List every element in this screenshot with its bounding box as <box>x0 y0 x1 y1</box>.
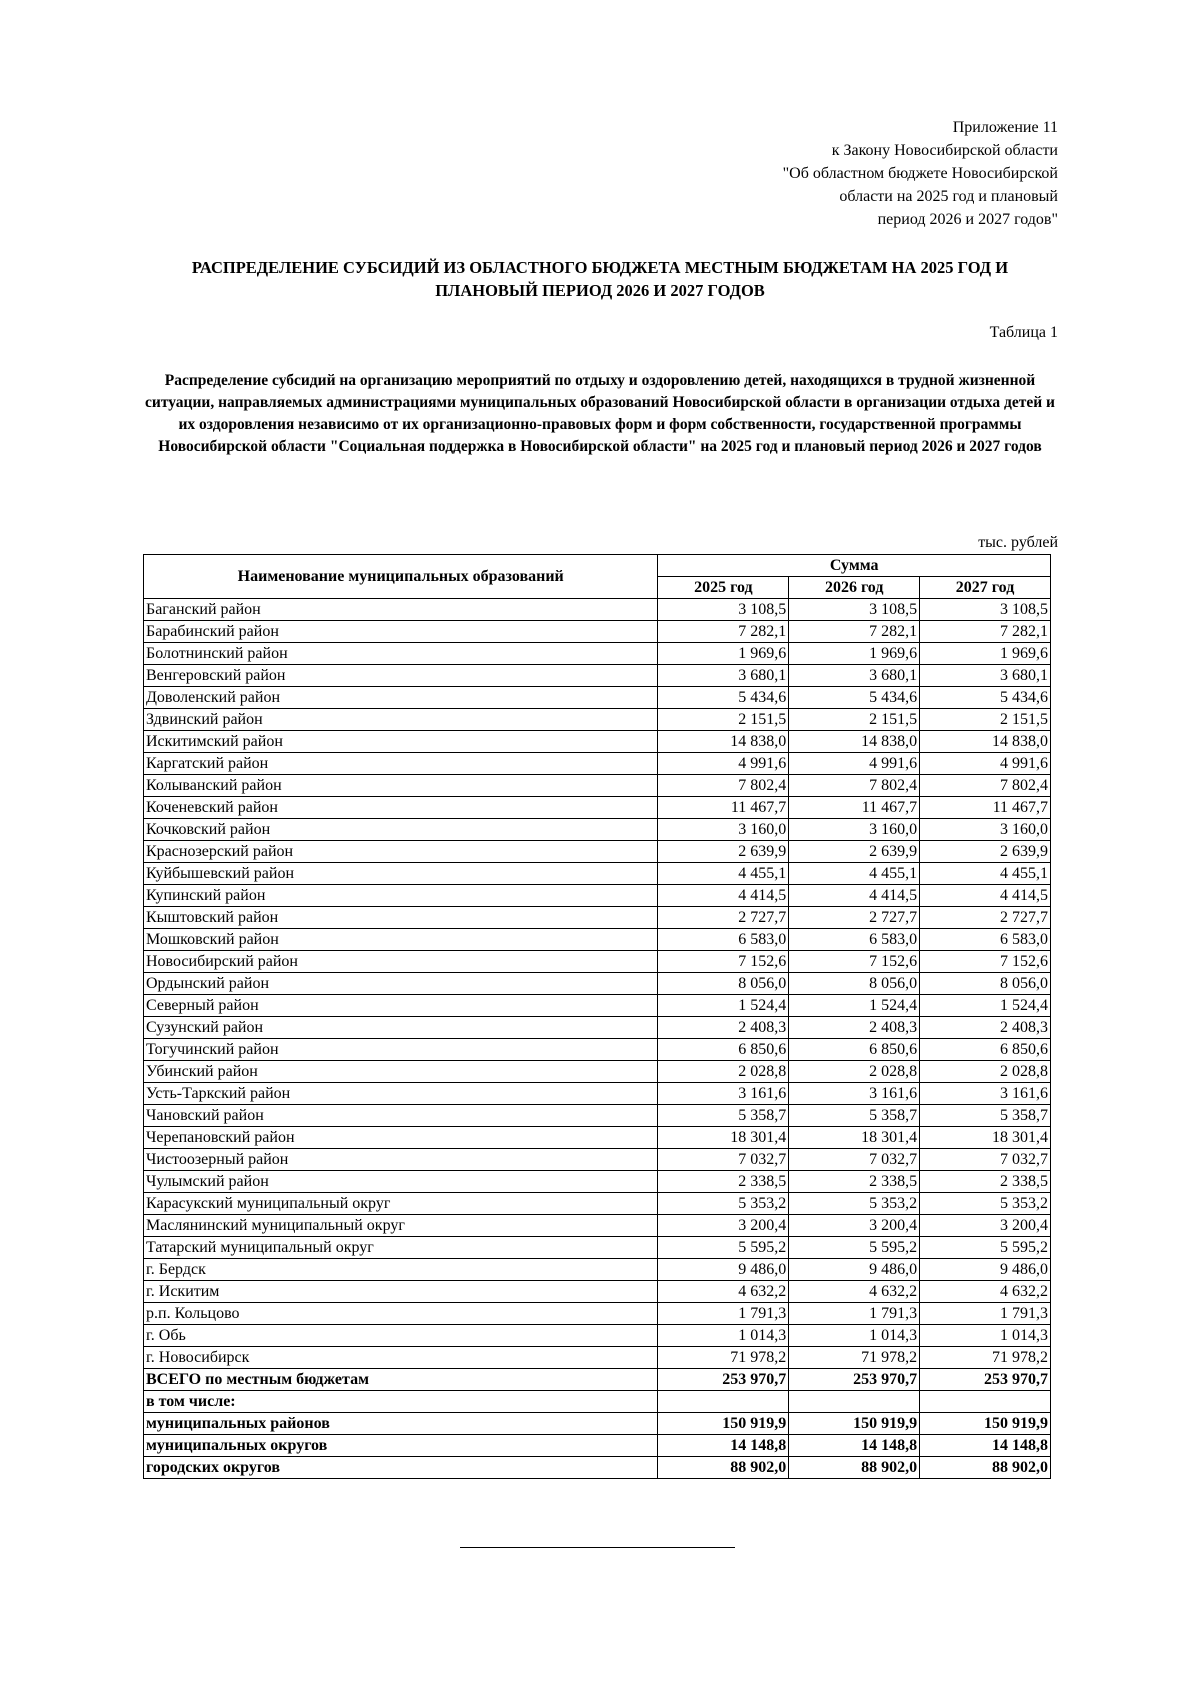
amount-2027: 150 919,9 <box>920 1413 1051 1435</box>
municipality-name: муниципальных округов <box>144 1435 658 1457</box>
amount-2026: 3 680,1 <box>789 665 920 687</box>
footer-divider <box>460 1547 735 1548</box>
table-row <box>144 775 1051 797</box>
appendix-line: "Об областном бюджете Новосибирской <box>782 165 1058 182</box>
amount-2027: 7 152,6 <box>920 951 1051 973</box>
amount-2026: 3 161,6 <box>789 1083 920 1105</box>
amount-2026: 8 056,0 <box>789 973 920 995</box>
table-row <box>144 1347 1051 1369</box>
amount-2027: 14 148,8 <box>920 1435 1051 1457</box>
table-row <box>144 863 1051 885</box>
amount-2025: 7 802,4 <box>658 775 789 797</box>
amount-2027: 8 056,0 <box>920 973 1051 995</box>
amount-2027: 7 282,1 <box>920 621 1051 643</box>
table-row <box>144 1215 1051 1237</box>
summary-row <box>144 1413 1051 1435</box>
table-row <box>144 995 1051 1017</box>
amount-2027: 3 161,6 <box>920 1083 1051 1105</box>
amount-2025: 4 455,1 <box>658 863 789 885</box>
amount-2027: 2 408,3 <box>920 1017 1051 1039</box>
amount-2026: 6 583,0 <box>789 929 920 951</box>
amount-2027 <box>920 1391 1051 1413</box>
municipality-name: Карасукский муниципальный округ <box>144 1193 658 1215</box>
amount-2026: 14 148,8 <box>789 1435 920 1457</box>
amount-2027: 253 970,7 <box>920 1369 1051 1391</box>
amount-2025: 11 467,7 <box>658 797 789 819</box>
amount-2025: 2 151,5 <box>658 709 789 731</box>
table-row <box>144 1171 1051 1193</box>
amount-2026: 2 727,7 <box>789 907 920 929</box>
amount-2025: 6 583,0 <box>658 929 789 951</box>
amount-2026: 7 802,4 <box>789 775 920 797</box>
amount-2025: 3 161,6 <box>658 1083 789 1105</box>
municipality-name: муниципальных районов <box>144 1413 658 1435</box>
amount-2026: 253 970,7 <box>789 1369 920 1391</box>
amount-2026: 7 152,6 <box>789 951 920 973</box>
amount-2026 <box>789 1391 920 1413</box>
document-title-line: РАСПРЕДЕЛЕНИЕ СУБСИДИЙ ИЗ ОБЛАСТНОГО БЮДЖЕТА МЕСТНЫМ БЮДЖЕТАМ НА 2025 ГОД И <box>191 258 1009 277</box>
summary-row <box>144 1391 1051 1413</box>
appendix-line: Приложение 11 <box>952 119 1058 136</box>
appendix-line: к Закону Новосибирской области <box>831 142 1058 159</box>
municipality-name: Ордынский район <box>144 973 658 995</box>
municipality-name: Барабинский район <box>144 621 658 643</box>
table-row <box>144 1281 1051 1303</box>
amount-2027: 18 301,4 <box>920 1127 1051 1149</box>
municipality-name: Усть-Таркский район <box>144 1083 658 1105</box>
municipality-name: г. Бердск <box>144 1259 658 1281</box>
amount-2026: 88 902,0 <box>789 1457 920 1479</box>
amount-2027: 9 486,0 <box>920 1259 1051 1281</box>
amount-2025: 8 056,0 <box>658 973 789 995</box>
amount-2027: 71 978,2 <box>920 1347 1051 1369</box>
document-title-line: ПЛАНОВЫЙ ПЕРИОД 2026 И 2027 ГОДОВ <box>435 281 765 300</box>
municipality-name: Тогучинский район <box>144 1039 658 1061</box>
amount-2025: 1 791,3 <box>658 1303 789 1325</box>
amount-2026: 7 282,1 <box>789 621 920 643</box>
amount-2025: 2 028,8 <box>658 1061 789 1083</box>
summary-row <box>144 1457 1051 1479</box>
table-row <box>144 1105 1051 1127</box>
amount-2027: 1 014,3 <box>920 1325 1051 1347</box>
municipality-name: Доволенский район <box>144 687 658 709</box>
amount-2025: 14 148,8 <box>658 1435 789 1457</box>
municipality-name: Коченевский район <box>144 797 658 819</box>
amount-2026: 1 524,4 <box>789 995 920 1017</box>
table-row <box>144 687 1051 709</box>
municipality-name: Кочковский район <box>144 819 658 841</box>
amount-2025: 4 414,5 <box>658 885 789 907</box>
table-row <box>144 929 1051 951</box>
amount-2026: 5 595,2 <box>789 1237 920 1259</box>
table-row <box>144 1259 1051 1281</box>
amount-2027: 2 151,5 <box>920 709 1051 731</box>
table-row <box>144 841 1051 863</box>
municipality-name: Баганский район <box>144 599 658 621</box>
table-row <box>144 1017 1051 1039</box>
table-row <box>144 1039 1051 1061</box>
amount-2025: 1 524,4 <box>658 995 789 1017</box>
amount-2025: 18 301,4 <box>658 1127 789 1149</box>
amount-2026: 150 919,9 <box>789 1413 920 1435</box>
amount-2026: 5 434,6 <box>789 687 920 709</box>
amount-2025: 2 338,5 <box>658 1171 789 1193</box>
amount-2025: 3 680,1 <box>658 665 789 687</box>
amount-2027: 5 434,6 <box>920 687 1051 709</box>
amount-2025: 2 727,7 <box>658 907 789 929</box>
municipality-name: Чистоозерный район <box>144 1149 658 1171</box>
amount-2027: 3 108,5 <box>920 599 1051 621</box>
amount-2026: 4 991,6 <box>789 753 920 775</box>
appendix-line: период 2026 и 2027 годов" <box>877 211 1058 228</box>
municipality-name: Болотнинский район <box>144 643 658 665</box>
amount-2025 <box>658 1391 789 1413</box>
amount-2026: 2 338,5 <box>789 1171 920 1193</box>
table-row <box>144 819 1051 841</box>
amount-2026: 3 200,4 <box>789 1215 920 1237</box>
subsidy-table <box>143 554 1051 1479</box>
municipality-name: Искитимский район <box>144 731 658 753</box>
document-title <box>140 256 1060 302</box>
amount-2025: 1 969,6 <box>658 643 789 665</box>
amount-2027: 5 358,7 <box>920 1105 1051 1127</box>
amount-2026: 3 108,5 <box>789 599 920 621</box>
year-header-2027: 2027 год <box>920 577 1051 599</box>
units-label: тыс. рублей <box>978 534 1058 551</box>
amount-2025: 5 353,2 <box>658 1193 789 1215</box>
amount-2025: 7 282,1 <box>658 621 789 643</box>
amount-2026: 2 028,8 <box>789 1061 920 1083</box>
amount-2027: 2 639,9 <box>920 841 1051 863</box>
municipality-name: ВСЕГО по местным бюджетам <box>144 1369 658 1391</box>
amount-2027: 6 583,0 <box>920 929 1051 951</box>
municipality-name: Сузунский район <box>144 1017 658 1039</box>
table-body <box>144 599 1051 1479</box>
municipality-name: Маслянинский муниципальный округ <box>144 1215 658 1237</box>
amount-2025: 2 408,3 <box>658 1017 789 1039</box>
amount-2025: 7 152,6 <box>658 951 789 973</box>
amount-2026: 4 632,2 <box>789 1281 920 1303</box>
amount-2025: 9 486,0 <box>658 1259 789 1281</box>
table-row <box>144 1325 1051 1347</box>
municipality-name: Убинский район <box>144 1061 658 1083</box>
amount-2025: 5 358,7 <box>658 1105 789 1127</box>
amount-2026: 9 486,0 <box>789 1259 920 1281</box>
amount-2026: 7 032,7 <box>789 1149 920 1171</box>
table-row <box>144 1193 1051 1215</box>
amount-2027: 3 160,0 <box>920 819 1051 841</box>
table-row <box>144 665 1051 687</box>
amount-2026: 1 791,3 <box>789 1303 920 1325</box>
table-row <box>144 1237 1051 1259</box>
amount-2025: 3 108,5 <box>658 599 789 621</box>
municipality-name: Купинский район <box>144 885 658 907</box>
amount-2027: 4 414,5 <box>920 885 1051 907</box>
amount-2027: 3 200,4 <box>920 1215 1051 1237</box>
amount-2025: 7 032,7 <box>658 1149 789 1171</box>
municipality-name: Чановский район <box>144 1105 658 1127</box>
municipality-name: Куйбышевский район <box>144 863 658 885</box>
table-subtitle: Распределение субсидий на организацию мероприятий по отдыху и оздоровлению детей, находящихся в трудной жизненной ситуации, направляемых администрациями муниципальных образований Новосибирской области в организации отдыха детей и их оздоровления независимо от их организационно-правовых форм и форм собственности, государственной программы Новосибирской области "Социальная поддержка в Новосибирской области" на 2025 год и плановый период 2026 и 2027 годов <box>145 372 1055 455</box>
amount-2026: 3 160,0 <box>789 819 920 841</box>
amount-2025: 253 970,7 <box>658 1369 789 1391</box>
municipality-name: р.п. Кольцово <box>144 1303 658 1325</box>
amount-2025: 3 200,4 <box>658 1215 789 1237</box>
amount-2027: 11 467,7 <box>920 797 1051 819</box>
year-header-2025: 2025 год <box>658 577 789 599</box>
table-row <box>144 1061 1051 1083</box>
amount-2025: 14 838,0 <box>658 731 789 753</box>
amount-2026: 2 408,3 <box>789 1017 920 1039</box>
amount-2027: 1 969,6 <box>920 643 1051 665</box>
table-row <box>144 907 1051 929</box>
table-row <box>144 885 1051 907</box>
municipality-name: Колыванский район <box>144 775 658 797</box>
summary-row <box>144 1435 1051 1457</box>
table-row <box>144 753 1051 775</box>
amount-2026: 11 467,7 <box>789 797 920 819</box>
municipality-name: г. Новосибирск <box>144 1347 658 1369</box>
table-row <box>144 731 1051 753</box>
amount-2025: 3 160,0 <box>658 819 789 841</box>
table-header <box>144 555 1051 599</box>
table-row <box>144 599 1051 621</box>
amount-2027: 7 032,7 <box>920 1149 1051 1171</box>
amount-2027: 14 838,0 <box>920 731 1051 753</box>
municipality-name: Новосибирский район <box>144 951 658 973</box>
table-row <box>144 1149 1051 1171</box>
municipality-name: Венгеровский район <box>144 665 658 687</box>
amount-2027: 1 524,4 <box>920 995 1051 1017</box>
amount-2025: 1 014,3 <box>658 1325 789 1347</box>
table-row <box>144 951 1051 973</box>
amount-2026: 18 301,4 <box>789 1127 920 1149</box>
amount-2027: 2 338,5 <box>920 1171 1051 1193</box>
table-number: Таблица 1 <box>989 324 1058 341</box>
amount-2026: 4 455,1 <box>789 863 920 885</box>
table-row <box>144 797 1051 819</box>
table-row <box>144 1303 1051 1325</box>
municipality-name: Кыштовский район <box>144 907 658 929</box>
amount-2025: 2 639,9 <box>658 841 789 863</box>
municipality-name: Черепановский район <box>144 1127 658 1149</box>
appendix-line: области на 2025 год и плановый <box>839 188 1058 205</box>
table-row <box>144 621 1051 643</box>
amount-2026: 1 014,3 <box>789 1325 920 1347</box>
municipality-name: городских округов <box>144 1457 658 1479</box>
municipality-name: Татарский муниципальный округ <box>144 1237 658 1259</box>
municipality-name: в том числе: <box>144 1391 658 1413</box>
amount-2026: 2 639,9 <box>789 841 920 863</box>
table-row <box>144 643 1051 665</box>
header-row <box>144 555 1051 577</box>
amount-2027: 1 791,3 <box>920 1303 1051 1325</box>
amount-2027: 2 028,8 <box>920 1061 1051 1083</box>
amount-2027: 3 680,1 <box>920 665 1051 687</box>
amount-2025: 4 991,6 <box>658 753 789 775</box>
year-header-2026: 2026 год <box>789 577 920 599</box>
municipality-name: Мошковский район <box>144 929 658 951</box>
amount-2025: 5 434,6 <box>658 687 789 709</box>
municipality-name: Северный район <box>144 995 658 1017</box>
amount-2025: 6 850,6 <box>658 1039 789 1061</box>
municipality-name: Чулымский район <box>144 1171 658 1193</box>
amount-2025: 150 919,9 <box>658 1413 789 1435</box>
amount-2027: 2 727,7 <box>920 907 1051 929</box>
appendix-note <box>658 116 1058 231</box>
amount-2025: 4 632,2 <box>658 1281 789 1303</box>
amount-2027: 4 455,1 <box>920 863 1051 885</box>
amount-2026: 71 978,2 <box>789 1347 920 1369</box>
amount-2027: 6 850,6 <box>920 1039 1051 1061</box>
amount-2027: 7 802,4 <box>920 775 1051 797</box>
amount-2025: 88 902,0 <box>658 1457 789 1479</box>
table-row <box>144 709 1051 731</box>
amount-2026: 14 838,0 <box>789 731 920 753</box>
amount-2026: 2 151,5 <box>789 709 920 731</box>
municipality-name: г. Обь <box>144 1325 658 1347</box>
amount-2027: 4 991,6 <box>920 753 1051 775</box>
amount-2026: 6 850,6 <box>789 1039 920 1061</box>
amount-2026: 5 353,2 <box>789 1193 920 1215</box>
municipality-name: г. Искитим <box>144 1281 658 1303</box>
amount-2025: 5 595,2 <box>658 1237 789 1259</box>
name-column-header: Наименование муниципальных образований <box>144 555 658 599</box>
table-row <box>144 1127 1051 1149</box>
amount-2027: 88 902,0 <box>920 1457 1051 1479</box>
amount-2027: 4 632,2 <box>920 1281 1051 1303</box>
amount-2026: 5 358,7 <box>789 1105 920 1127</box>
municipality-name: Здвинский район <box>144 709 658 731</box>
amount-2026: 4 414,5 <box>789 885 920 907</box>
municipality-name: Каргатский район <box>144 753 658 775</box>
municipality-name: Краснозерский район <box>144 841 658 863</box>
amount-2027: 5 353,2 <box>920 1193 1051 1215</box>
sum-column-header: Сумма <box>658 555 1051 577</box>
table-row <box>144 1083 1051 1105</box>
summary-row <box>144 1369 1051 1391</box>
table-row <box>144 973 1051 995</box>
amount-2025: 71 978,2 <box>658 1347 789 1369</box>
amount-2026: 1 969,6 <box>789 643 920 665</box>
amount-2027: 5 595,2 <box>920 1237 1051 1259</box>
